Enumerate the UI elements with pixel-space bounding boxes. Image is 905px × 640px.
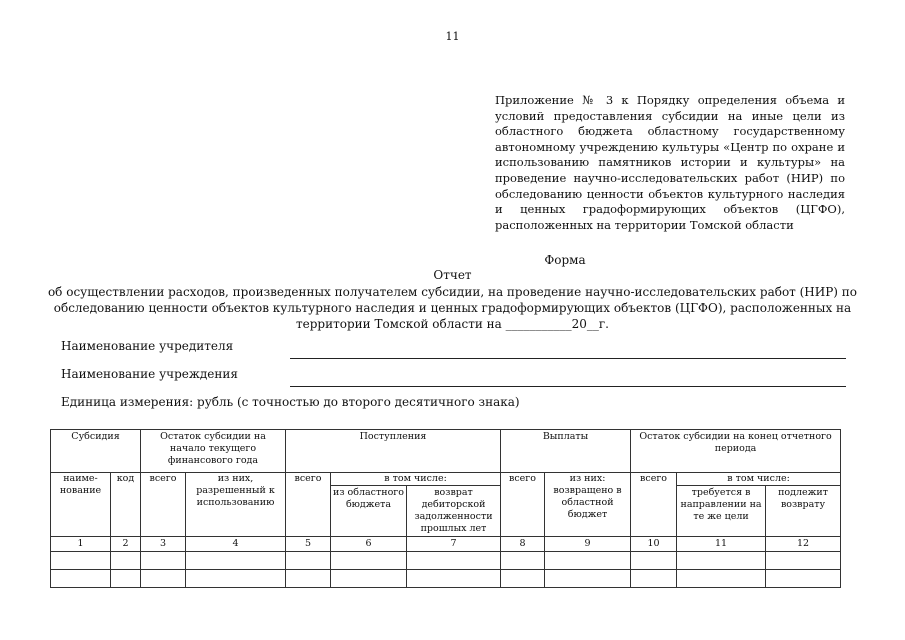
header-total: всего <box>286 473 331 537</box>
header-payments: Выплаты <box>501 430 631 473</box>
table-cell[interactable] <box>545 552 631 570</box>
table-cell[interactable] <box>51 552 111 570</box>
annex-line: расположенных на территории Томской области <box>495 217 794 232</box>
report-title: Отчет <box>433 268 472 282</box>
header-allowed: из них, разрешенный к использованию <box>186 473 286 537</box>
annex-line: обследованию ценности объектов культурного наследия <box>495 186 845 201</box>
header-receipts: Поступления <box>286 430 501 473</box>
report-subtitle-line: об осуществлении расходов, произведенных получателем субсидии, на проведение научно-исследовательских работ (НИР) по <box>47 285 858 299</box>
header-returned-regional: из них: возвращено в областной бюджет <box>545 473 631 537</box>
table-row <box>51 570 841 588</box>
header-code: код <box>111 473 141 537</box>
annex-line: Приложение № 3 к Порядку определения объема и <box>495 93 845 107</box>
column-number: 12 <box>766 537 841 552</box>
table-cell[interactable] <box>286 570 331 588</box>
header-including: в том числе: <box>331 473 501 486</box>
founder-label: Наименование учредителя <box>61 339 234 353</box>
header-total: всего <box>141 473 186 537</box>
header-required: требуется в направлении на те же цели <box>677 486 766 537</box>
column-number: 7 <box>407 537 501 552</box>
unit-of-measure: Единица измерения: рубль (с точностью до второго десятичного знака) <box>61 395 520 409</box>
header-total: всего <box>631 473 677 537</box>
table-cell[interactable] <box>501 570 545 588</box>
header-balance-start: Остаток субсидии на начало текущего финансового года <box>141 430 286 473</box>
annex-line: проведение научно-исследовательских работ (НИР) по <box>495 170 845 185</box>
annex-line: использованию памятников истории и культуры» на <box>495 155 845 170</box>
column-number: 2 <box>111 537 141 552</box>
column-number: 10 <box>631 537 677 552</box>
report-subtitle-line: территории Томской области на ___________20__г. <box>295 317 609 331</box>
table-cell[interactable] <box>111 570 141 588</box>
header-to-return: подлежит возврату <box>766 486 841 537</box>
table-cell[interactable] <box>141 570 186 588</box>
table-cell[interactable] <box>677 570 766 588</box>
institution-field[interactable] <box>290 386 846 387</box>
column-number: 6 <box>331 537 407 552</box>
column-number: 5 <box>286 537 331 552</box>
header-from-regional: из областного бюджета <box>331 486 407 537</box>
table-cell[interactable] <box>186 552 286 570</box>
table-cell[interactable] <box>631 552 677 570</box>
annex-line: автономному учреждению культуры «Центр по охране и <box>495 139 845 154</box>
table-cell[interactable] <box>286 552 331 570</box>
report-table <box>50 429 841 588</box>
header-total: всего <box>501 473 545 537</box>
table-cell[interactable] <box>501 552 545 570</box>
table-cell[interactable] <box>545 570 631 588</box>
table-cell[interactable] <box>631 570 677 588</box>
column-number: 11 <box>677 537 766 552</box>
annex-header <box>495 93 845 233</box>
table-cell[interactable] <box>677 552 766 570</box>
column-number: 8 <box>501 537 545 552</box>
page-number: 11 <box>445 30 460 43</box>
table-cell[interactable] <box>331 570 407 588</box>
table-cell[interactable] <box>766 552 841 570</box>
header-name: наиме-нование <box>51 473 111 537</box>
header-balance-end: Остаток субсидии на конец отчетного периода <box>631 430 841 473</box>
report-subtitle-line: обследованию ценности объектов культурного наследия и ценных градоформирующих объектов (ЦГФО), расположенных на <box>53 301 852 315</box>
column-number: 1 <box>51 537 111 552</box>
column-number: 3 <box>141 537 186 552</box>
column-number: 4 <box>186 537 286 552</box>
table-cell[interactable] <box>407 570 501 588</box>
annex-line: и ценных градоформирующих объектов (ЦГФО), <box>495 202 845 217</box>
form-label: Форма <box>544 253 586 267</box>
founder-field[interactable] <box>290 358 846 359</box>
table-cell[interactable] <box>51 570 111 588</box>
table-cell[interactable] <box>111 552 141 570</box>
annex-line: областного бюджета областному государственному <box>495 124 845 139</box>
header-subsidy: Субсидия <box>51 430 141 473</box>
column-number: 9 <box>545 537 631 552</box>
header-including: в том числе: <box>677 473 841 486</box>
table-cell[interactable] <box>331 552 407 570</box>
table-cell[interactable] <box>407 552 501 570</box>
header-return-receivables: возврат дебиторской задолженности прошлых лет <box>407 486 501 537</box>
table-cell[interactable] <box>141 552 186 570</box>
institution-label: Наименование учреждения <box>61 367 238 381</box>
table-row <box>51 552 841 570</box>
table-cell[interactable] <box>766 570 841 588</box>
table-cell[interactable] <box>186 570 286 588</box>
annex-line: условий предоставления субсидии на иные цели из <box>495 108 845 123</box>
